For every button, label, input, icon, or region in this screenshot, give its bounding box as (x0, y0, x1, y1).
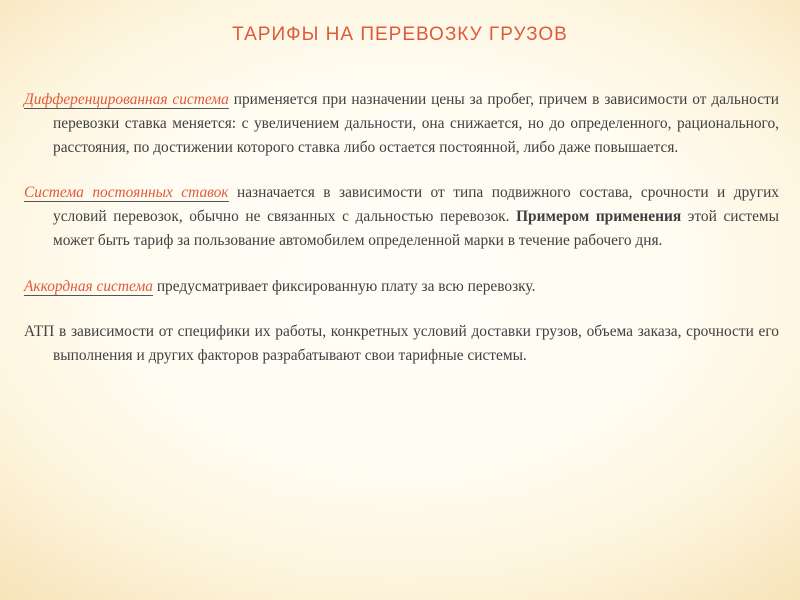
paragraph-text: АТП в зависимости от специфики их работы, конкретных условий доставки грузов, объема заказа, срочности его выполнения и других факторов разрабатывают свои тарифные системы. (24, 323, 779, 364)
slide-title: ТАРИФЫ НА ПЕРЕВОЗКУ ГРУЗОВ (232, 24, 568, 45)
term-differentiated-system: Дифференцированная система (24, 91, 229, 108)
paragraph-fixed-rate-system (24, 181, 779, 253)
term-lump-sum-system: Аккордная система (24, 278, 153, 295)
paragraph-differentiated-system (24, 88, 779, 160)
term-fixed-rate-system: Система постоянных ставок (24, 184, 229, 201)
slide-body (24, 88, 779, 389)
paragraph-atp-systems (24, 320, 779, 368)
paragraph-text: этой системы может быть тариф за пользование автомобилем определенной марки в течение рабочего дня. (53, 208, 779, 249)
paragraph-text: применяется при назначении цены за пробег, причем в зависимости от дальности перевозки ставка меняется: с увеличением дальности, она снижается, но до определенного, рационального, расстояния, по достижении которого ставка либо остается постоянной, либо даже повышается. (53, 91, 779, 156)
paragraph-lump-sum-system (24, 275, 779, 299)
paragraph-text: назначается в зависимости от типа подвижного состава, срочности и других условий перевозок, обычно не связанных с дальностью перевозок. (53, 184, 779, 225)
emphasis-example: Примером применения (516, 208, 682, 225)
paragraph-text: предусматривает фиксированную плату за всю перевозку. (152, 278, 536, 295)
